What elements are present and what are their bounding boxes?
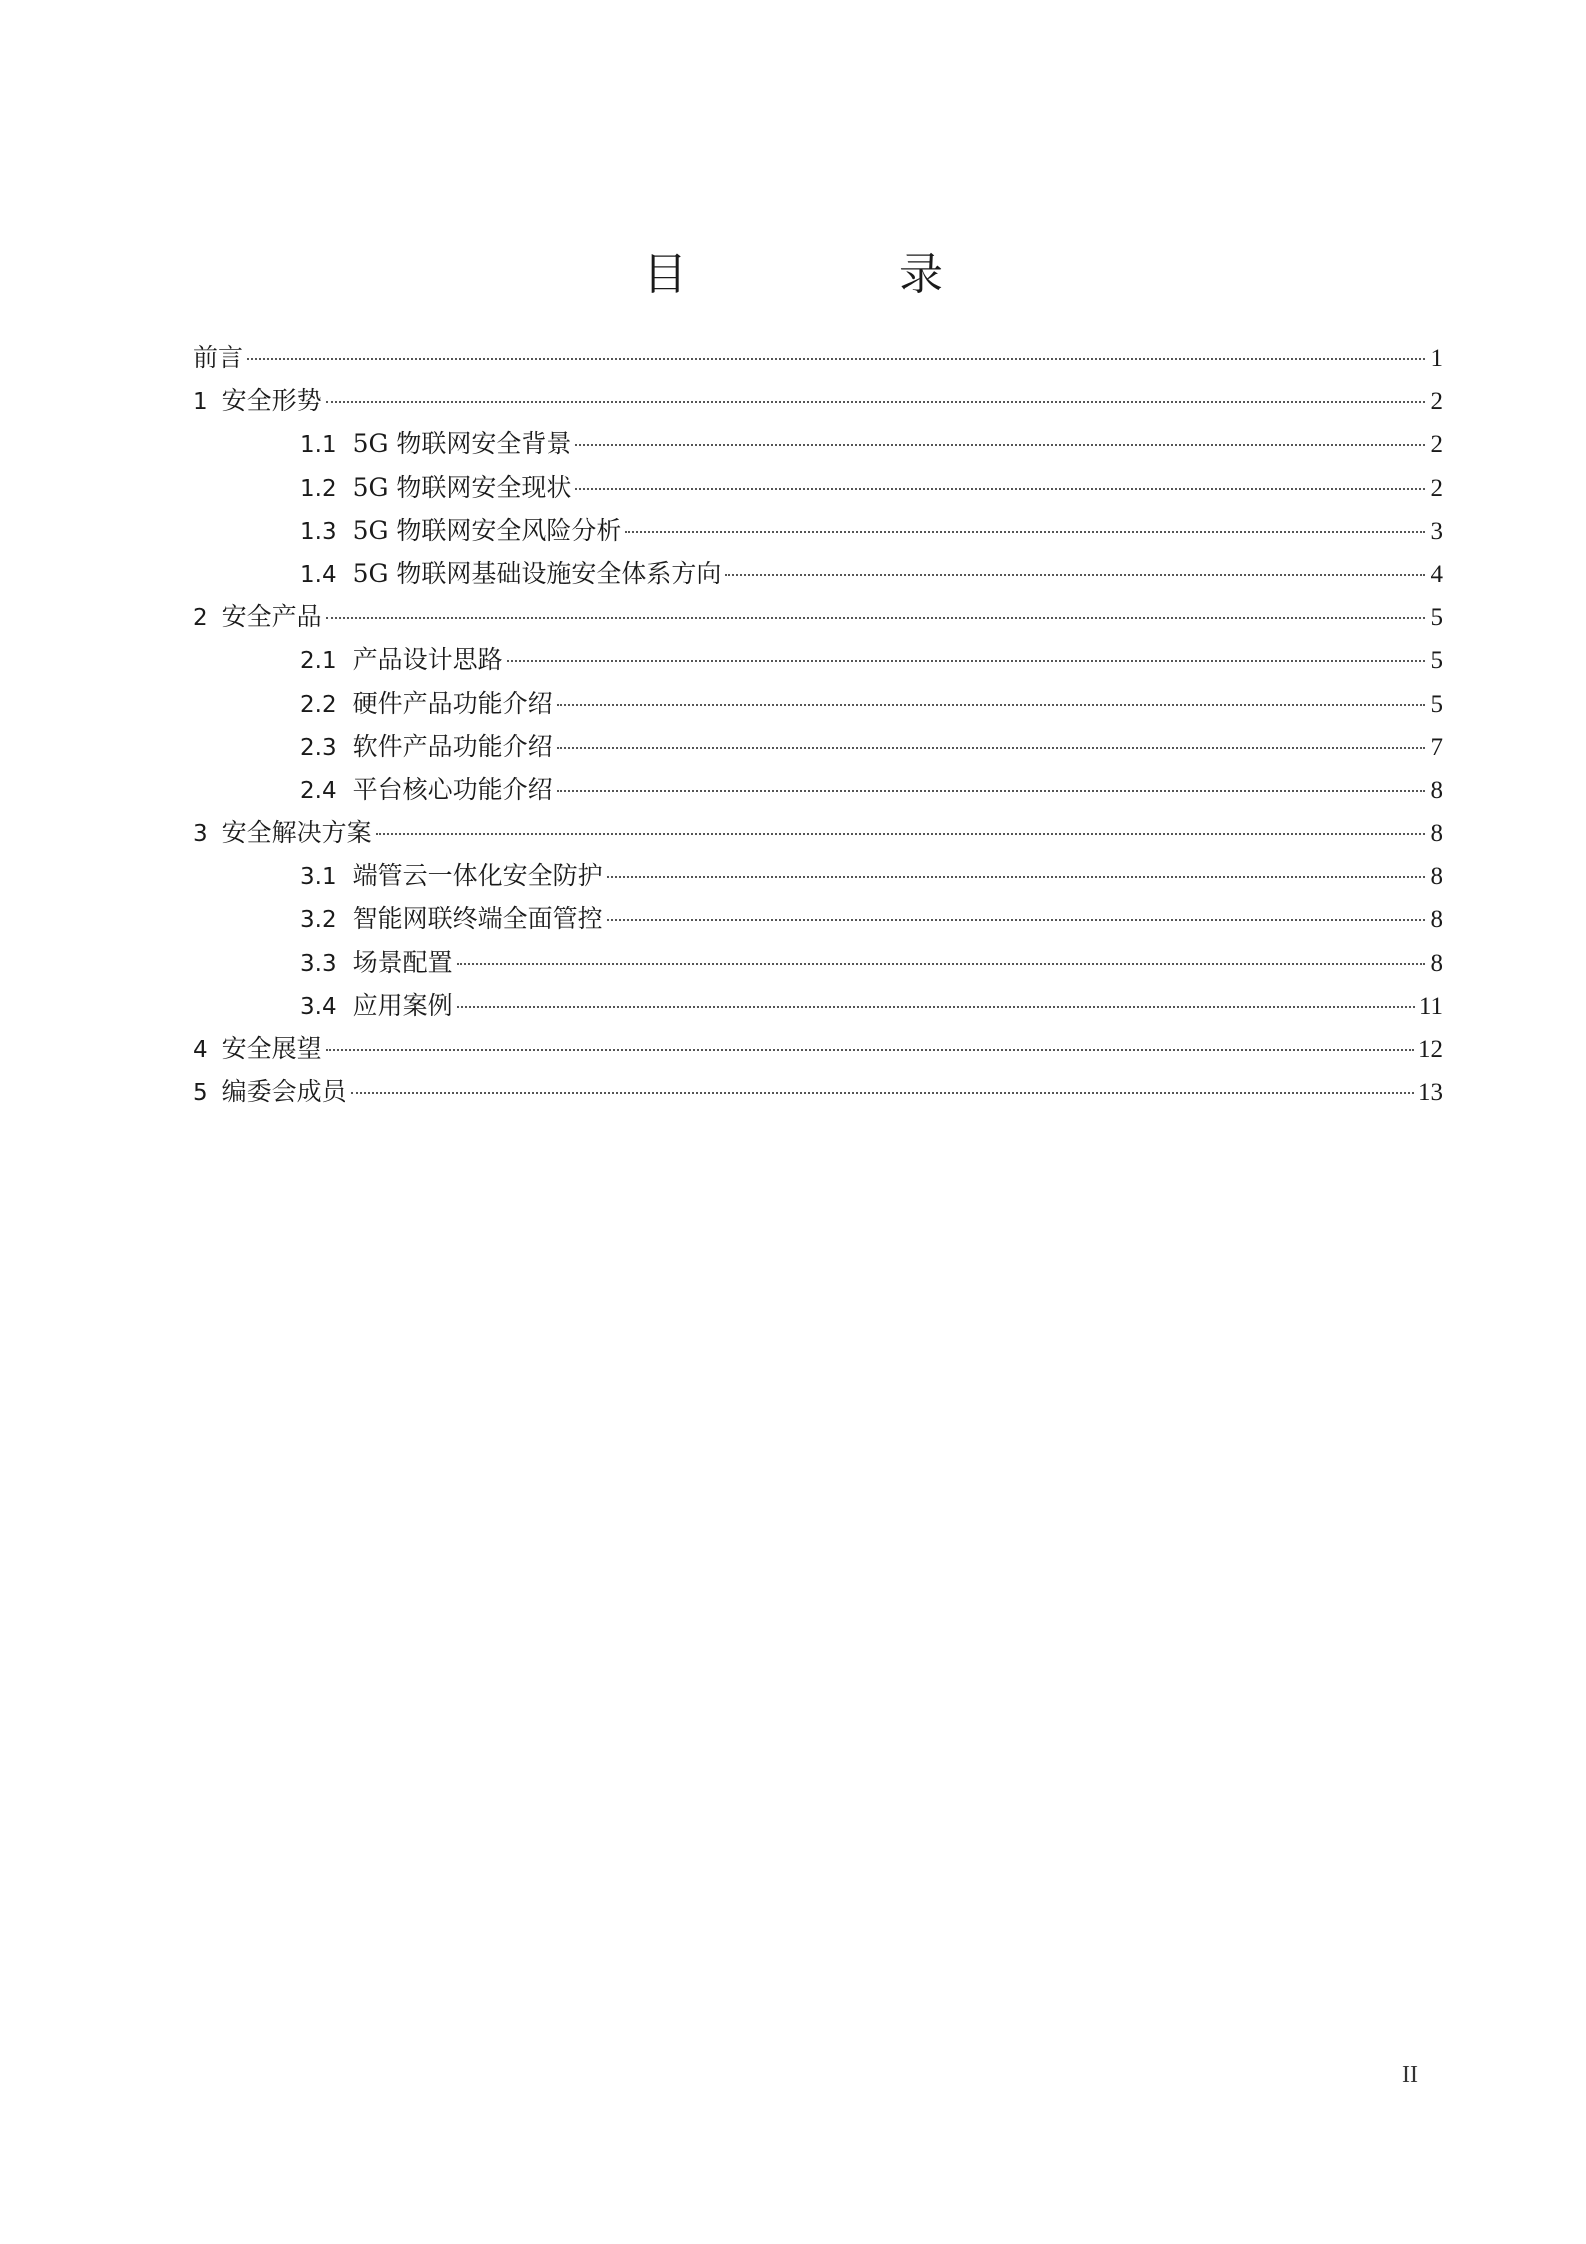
toc-dot-leader	[247, 357, 1425, 360]
toc-entry-label: 硬件产品功能介绍	[352, 688, 553, 718]
toc-entry-page-number: 5	[1430, 604, 1443, 632]
toc-dot-leader	[351, 1091, 1414, 1094]
toc-entry-page-number: 2	[1430, 431, 1443, 459]
toc-entry-label: 安全产品	[221, 602, 322, 632]
toc-entry[interactable]	[193, 1027, 1443, 1070]
toc-entry-label: 智能网联终端全面管控	[352, 904, 603, 934]
toc-entry-number: 5	[193, 1080, 208, 1107]
toc-entry-label: 5G 物联网安全背景	[352, 429, 572, 459]
toc-entry-page-number: 3	[1430, 517, 1443, 545]
toc-entry-number: 1.1	[300, 432, 337, 459]
toc-entry[interactable]	[193, 897, 1443, 940]
toc-entry-number: 1.4	[300, 561, 337, 588]
toc-dot-leader	[326, 616, 1425, 619]
toc-entry-label: 场景配置	[352, 947, 453, 977]
toc-entry[interactable]	[193, 638, 1443, 681]
toc-entry[interactable]	[193, 595, 1443, 638]
toc-entry[interactable]	[193, 552, 1443, 595]
toc-entry-number: 1.2	[300, 475, 337, 502]
toc-entry[interactable]	[193, 379, 1443, 422]
toc-entry-page-number: 2	[1430, 474, 1443, 502]
toc-entry-page-number: 2	[1430, 388, 1443, 416]
toc-entry-label: 端管云一体化安全防护	[352, 861, 603, 891]
toc-dot-leader	[725, 573, 1425, 576]
toc-entry-label: 安全展望	[221, 1034, 322, 1063]
toc-entry-label: 产品设计思路	[352, 645, 503, 675]
toc-entry-number: 2.2	[300, 691, 337, 718]
toc-entry-number: 2.4	[300, 777, 337, 804]
toc-entry-number: 3.1	[300, 864, 337, 891]
toc-entry-number: 3	[193, 821, 208, 848]
toc-dot-leader	[457, 962, 1425, 965]
toc-entry[interactable]	[193, 984, 1443, 1027]
toc-entry[interactable]	[193, 422, 1443, 465]
toc-entry-label: 前言	[193, 343, 244, 372]
page-number: II	[1402, 2062, 1418, 2088]
toc-entry-label: 安全解决方案	[221, 818, 372, 848]
toc-entry[interactable]	[193, 768, 1443, 811]
toc-dot-leader	[326, 1048, 1414, 1051]
toc-entry-number: 3.3	[300, 950, 337, 977]
toc-entry[interactable]	[193, 941, 1443, 984]
toc-entry[interactable]	[193, 725, 1443, 768]
toc-dot-leader	[575, 487, 1425, 490]
toc-entry-label: 5G 物联网安全现状	[352, 472, 572, 502]
toc-entry-label: 应用案例	[352, 990, 453, 1020]
toc-entry-label: 5G 物联网基础设施安全体系方向	[352, 558, 722, 588]
toc-entry-page-number: 8	[1430, 906, 1443, 934]
toc-entry-page-number: 8	[1430, 820, 1443, 848]
toc-dot-leader	[607, 918, 1425, 921]
toc-dot-leader	[507, 659, 1425, 662]
toc-entry-number: 3.2	[300, 907, 337, 934]
toc-entry-page-number: 4	[1430, 560, 1443, 588]
toc-entry-page-number: 12	[1418, 1036, 1443, 1063]
toc-entry-number: 4	[193, 1037, 208, 1063]
toc-dot-leader	[607, 875, 1425, 878]
toc-entry[interactable]	[193, 1070, 1443, 1113]
toc-entry-page-number: 13	[1418, 1079, 1443, 1107]
toc-entry[interactable]	[193, 854, 1443, 897]
toc-entry-number: 1	[193, 389, 208, 416]
toc-entry-page-number: 7	[1430, 733, 1443, 761]
toc-entry-label: 平台核心功能介绍	[352, 774, 553, 804]
toc-entry-page-number: 11	[1418, 992, 1443, 1020]
table-of-contents	[193, 336, 1443, 1113]
toc-entry-number: 1.3	[300, 518, 337, 545]
toc-entry-page-number: 8	[1430, 949, 1443, 977]
page-title: 目 录	[643, 249, 1027, 300]
toc-entry-page-number: 5	[1430, 690, 1443, 718]
toc-entry-label: 编委会成员	[221, 1077, 347, 1107]
toc-entry[interactable]	[193, 336, 1443, 379]
toc-entry-number: 2	[193, 605, 208, 632]
toc-entry-number: 2.1	[300, 648, 337, 675]
toc-dot-leader	[625, 530, 1425, 533]
toc-entry-label: 5G 物联网安全风险分析	[352, 515, 622, 545]
toc-dot-leader	[557, 746, 1425, 749]
toc-dot-leader	[376, 832, 1425, 835]
toc-entry-page-number: 1	[1430, 345, 1443, 372]
toc-dot-leader	[326, 400, 1425, 403]
toc-dot-leader	[457, 1005, 1415, 1008]
toc-dot-leader	[557, 789, 1425, 792]
toc-entry-label: 软件产品功能介绍	[352, 731, 553, 761]
toc-entry-page-number: 8	[1430, 863, 1443, 891]
toc-dot-leader	[557, 703, 1425, 706]
toc-entry-label: 安全形势	[221, 386, 322, 416]
toc-dot-leader	[575, 443, 1425, 446]
toc-entry[interactable]	[193, 509, 1443, 552]
toc-entry-number: 2.3	[300, 734, 337, 761]
toc-entry[interactable]	[193, 466, 1443, 509]
toc-entry[interactable]	[193, 811, 1443, 854]
toc-entry-number: 3.4	[300, 993, 337, 1020]
toc-entry-page-number: 5	[1430, 647, 1443, 675]
toc-entry-page-number: 8	[1430, 776, 1443, 804]
toc-entry[interactable]	[193, 682, 1443, 725]
